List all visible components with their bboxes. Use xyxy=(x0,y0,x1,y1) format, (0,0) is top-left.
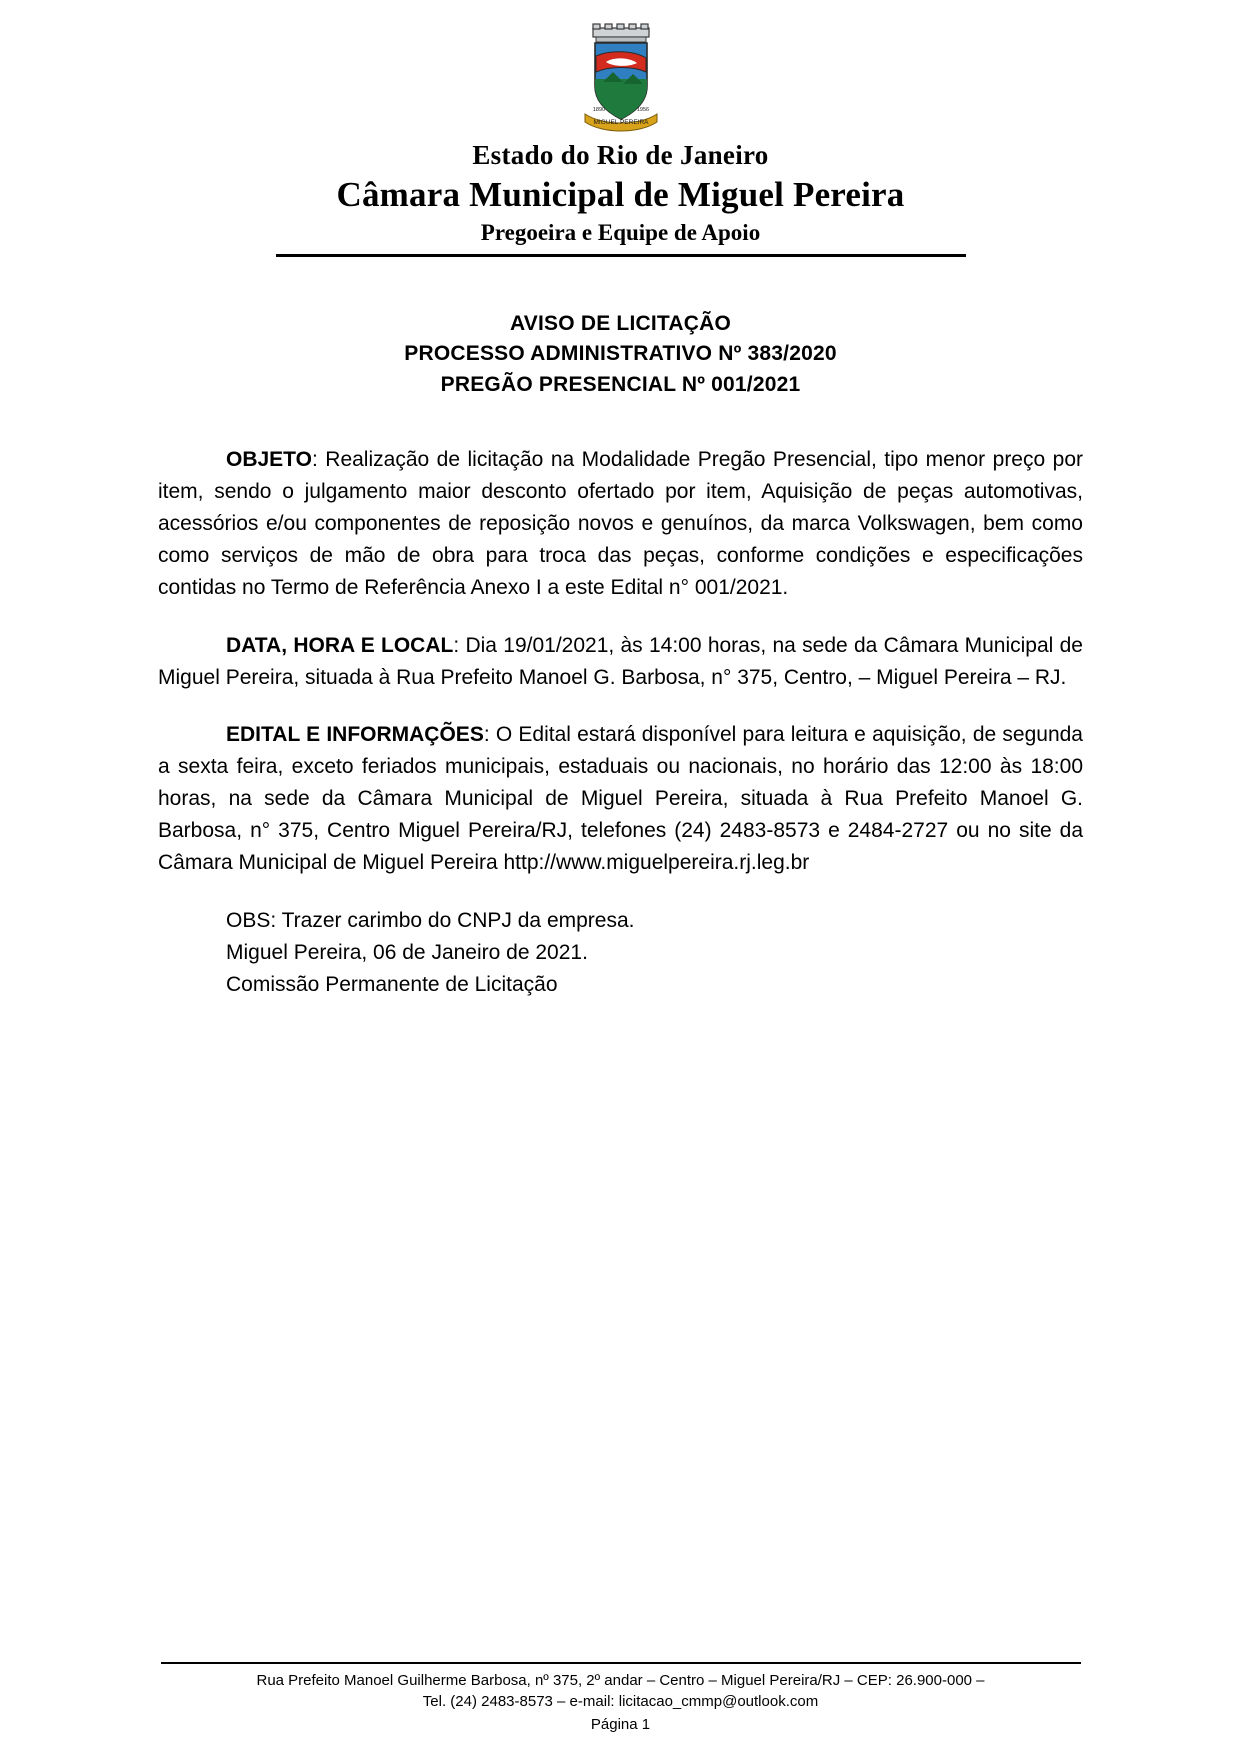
edital-informacoes-label: EDITAL E INFORMAÇÕES xyxy=(226,723,484,747)
footer-page-number: Página 1 xyxy=(590,1716,651,1733)
document-footer xyxy=(0,1662,1241,1734)
header-state-line: Estado do Rio de Janeiro xyxy=(472,140,769,170)
svg-text:MIGUEL PEREIRA: MIGUEL PEREIRA xyxy=(592,119,649,126)
footer-address-line: Rua Prefeito Manoel Guilherme Barbosa, nº 375, 2º andar – Centro – Miguel Pereira/RJ – CEP: 26.900-000 – xyxy=(256,1671,985,1689)
footer-divider xyxy=(161,1662,1081,1664)
document-body xyxy=(158,400,1083,1001)
header-divider xyxy=(276,254,966,257)
paragraph-obs: OBS: Trazer carimbo do CNPJ da empresa. xyxy=(226,908,635,932)
paragraph-data-hora-local xyxy=(158,630,1083,694)
svg-text:1956: 1956 xyxy=(636,107,649,113)
notice-title-block xyxy=(0,309,1241,400)
notice-title-line-2: PROCESSO ADMINISTRATIVO Nº 383/2020 xyxy=(404,342,837,366)
document-header xyxy=(0,0,1241,257)
paragraph-edital-informacoes xyxy=(158,719,1083,879)
header-institution-line: Câmara Municipal de Miguel Pereira xyxy=(336,174,905,214)
data-hora-local-text: : Dia 19/01/2021, às 14:00 horas, na sede da Câmara Municipal de Miguel Pereira, situada à Rua Prefeito Manoel G. Barbosa, n° 375, Centro, – Miguel Pereira – RJ. xyxy=(158,633,1083,689)
header-department-line: Pregoeira e Equipe de Apoio xyxy=(480,220,761,246)
notice-title-line-3: PREGÃO PRESENCIAL Nº 001/2021 xyxy=(440,372,801,396)
footer-contact-line: Tel. (24) 2483-8573 – e-mail: licitacao_cmmp@outlook.com xyxy=(422,1693,819,1711)
svg-text:1890: 1890 xyxy=(592,107,605,113)
paragraph-city-date: Miguel Pereira, 06 de Janeiro de 2021. xyxy=(226,940,588,964)
objeto-label: OBJETO xyxy=(226,448,312,472)
notice-title-line-1: AVISO DE LICITAÇÃO xyxy=(510,311,731,335)
paragraph-objeto xyxy=(158,444,1083,604)
coat-of-arms-icon xyxy=(573,22,669,134)
objeto-text: : Realização de licitação na Modalidade Pregão Presencial, tipo menor preço por item, sendo o julgamento maior desconto ofertado por item, Aquisição de peças automotivas, acessórios e/ou componentes de reposição novos e genuínos, da marca Volkswagen, bem como como serviços de mão de obra para troca das peças, conforme condições e especificações contidas no Termo de Referência Anexo I a este Edital n° 001/2021. xyxy=(158,448,1083,599)
data-hora-local-label: DATA, HORA E LOCAL xyxy=(226,633,454,657)
paragraph-commission: Comissão Permanente de Licitação xyxy=(226,972,558,996)
edital-informacoes-text: : O Edital estará disponível para leitura e aquisição, de segunda a sexta feira, exceto feriados municipais, estaduais ou nacionais, no horário das 12:00 às 18:00 horas, na sede da Câmara Municipal de Miguel Pereira, situada à Rua Prefeito Manoel G. Barbosa, n° 375, Centro Miguel Pereira/RJ, telefones (24) 2483-8573 e 2484-2727 ou no site da Câmara Municipal de Miguel Pereira http://www.miguelpereira.rj.leg.br xyxy=(158,723,1083,875)
